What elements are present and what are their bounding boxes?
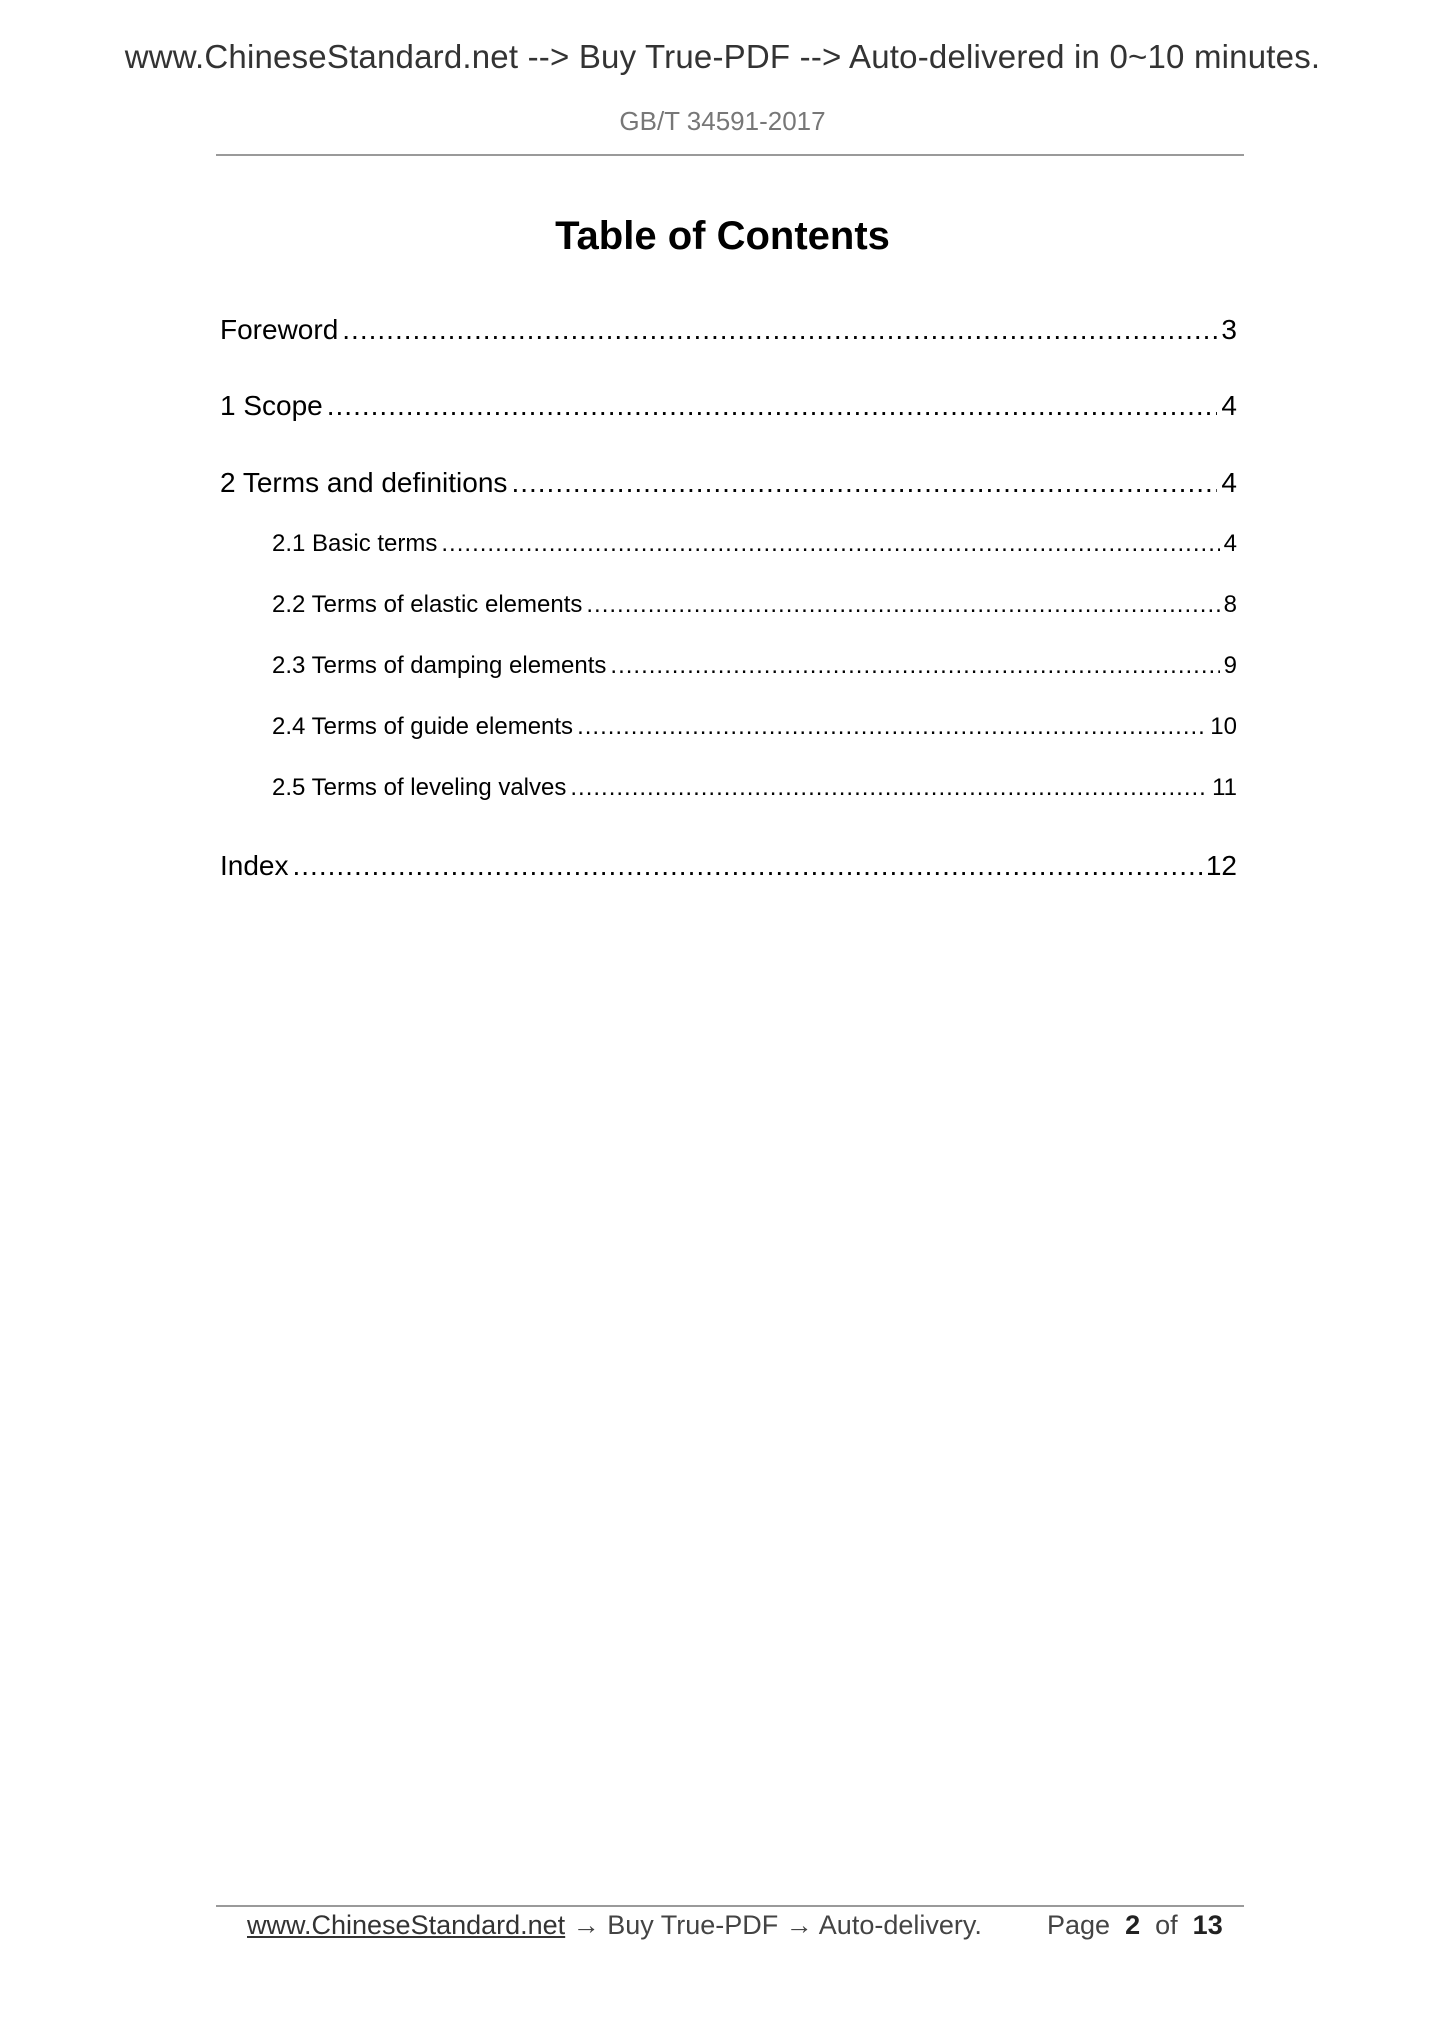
toc-dot-leader (586, 591, 1219, 619)
toc-entry-terms-and-definitions[interactable] (220, 467, 1237, 507)
toc-entry-label: 2 Terms and definitions (220, 467, 508, 498)
toc-entry-page: 11 (1212, 774, 1237, 801)
top-banner: www.ChineseStandard.net --> Buy True-PDF --> Auto-delivered in 0~10 minutes. (124, 38, 1321, 75)
toc-entry-page: 4 (1221, 390, 1237, 421)
toc-dot-leader (511, 467, 1217, 499)
toc-entry-page: 3 (1221, 314, 1237, 345)
toc-entry-index[interactable] (220, 850, 1237, 890)
toc-entry-elastic-elements[interactable] (272, 591, 1237, 625)
arrow-right-icon: → (572, 1910, 600, 1940)
toc-dot-leader (570, 774, 1208, 802)
toc-dot-leader (327, 390, 1218, 422)
current-page-number: 2 (1125, 1910, 1141, 1940)
toc-entry-basic-terms[interactable] (272, 530, 1237, 564)
toc-entry-page: 10 (1210, 713, 1237, 740)
total-pages-number: 13 (1192, 1910, 1223, 1940)
toc-entry-foreword[interactable] (220, 314, 1237, 354)
toc-entry-label: Index (220, 850, 289, 881)
toc-entry-damping-elements[interactable] (272, 652, 1237, 686)
toc-entry-page: 4 (1223, 530, 1237, 557)
toc-dot-leader (293, 850, 1202, 882)
toc-dot-leader (441, 530, 1219, 558)
page-word: Page (1047, 1910, 1111, 1940)
footer-delivery: Auto-delivery. (818, 1910, 982, 1940)
toc-entry-label: 2.5 Terms of leveling valves (272, 774, 567, 801)
toc-dot-leader (577, 713, 1206, 741)
of-word: of (1155, 1910, 1178, 1940)
toc-entry-guide-elements[interactable] (272, 713, 1237, 747)
footer-site-link[interactable]: www.ChineseStandard.net (247, 1910, 566, 1940)
toc-entry-label: 2.3 Terms of damping elements (272, 652, 607, 679)
toc-entry-label: 2.1 Basic terms (272, 530, 438, 557)
toc-entry-label: Foreword (220, 314, 339, 345)
footer-divider (216, 1905, 1244, 1907)
toc-entry-leveling-valves[interactable] (272, 774, 1237, 808)
toc-entry-label: 2.2 Terms of elastic elements (272, 591, 583, 618)
arrow-right-icon: → (785, 1910, 813, 1940)
toc-entry-label: 2.4 Terms of guide elements (272, 713, 574, 740)
toc-entry-page: 9 (1223, 652, 1237, 679)
toc-title: Table of Contents (555, 214, 890, 258)
toc-dot-leader (610, 652, 1219, 680)
toc-entry-page: 4 (1221, 467, 1237, 498)
document-code: GB/T 34591-2017 (619, 106, 826, 136)
toc-entry-scope[interactable] (220, 390, 1237, 430)
toc-entry-page: 12 (1205, 850, 1237, 881)
header-divider (216, 154, 1244, 156)
toc-dot-leader (342, 314, 1217, 346)
toc-entry-page: 8 (1223, 591, 1237, 618)
footer (247, 1910, 1227, 1941)
page-indicator (1047, 1910, 1223, 1941)
footer-tagline: Buy True-PDF (607, 1910, 779, 1940)
toc-entry-label: 1 Scope (220, 390, 323, 421)
